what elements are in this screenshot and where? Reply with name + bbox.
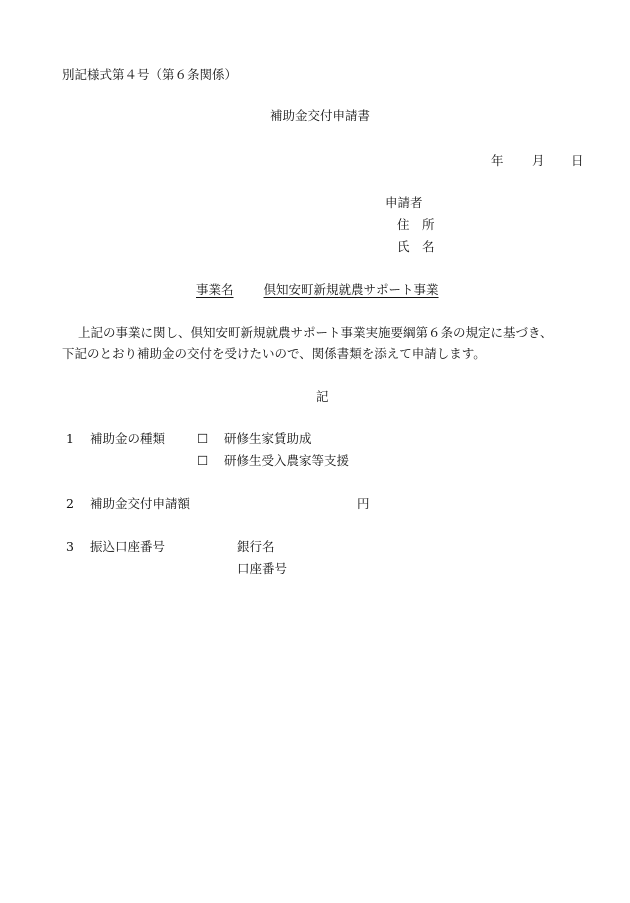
body-line-1: 上記の事業に関し、倶知安町新規就農サポート事業実施要綱第６条の規定に基づき、	[78, 325, 553, 340]
item-3-label: 振込口座番号	[90, 539, 166, 554]
option-1-label: 研修生家賃助成	[224, 431, 312, 446]
amount-unit: 円	[357, 496, 370, 511]
item-1-label: 補助金の種類	[90, 431, 166, 446]
body-line-2: 下記のとおり補助金の交付を受けたいので、関係書類を添えて申請します。	[62, 346, 486, 361]
checkbox-icon[interactable]: ☐	[197, 431, 209, 446]
applicant-address-label: 住 所	[397, 217, 435, 232]
project-name: 倶知安町新規就農サポート事業	[263, 282, 439, 297]
bank-name-label: 銀行名	[237, 539, 275, 554]
item-2-label: 補助金交付申請額	[90, 496, 191, 511]
ki-heading: 記	[316, 389, 329, 404]
item-1-number: 1	[66, 431, 74, 446]
item-3-number: 3	[66, 539, 74, 554]
option-2-label: 研修生受入農家等支援	[224, 453, 350, 468]
checkbox-icon[interactable]: ☐	[197, 453, 209, 468]
account-number-label: 口座番号	[237, 561, 288, 576]
project-label: 事業名	[196, 282, 234, 297]
date-year-label: 年	[491, 153, 504, 168]
date-month-label: 月	[532, 153, 545, 168]
applicant-name-label: 氏 名	[397, 239, 435, 254]
document-title: 補助金交付申請書	[270, 108, 371, 123]
date-day-label: 日	[571, 153, 584, 168]
project-line	[196, 284, 439, 297]
item-2-number: 2	[66, 496, 74, 511]
form-label: 別記様式第４号（第６条関係）	[62, 67, 238, 82]
applicant-label: 申請者	[385, 195, 423, 210]
